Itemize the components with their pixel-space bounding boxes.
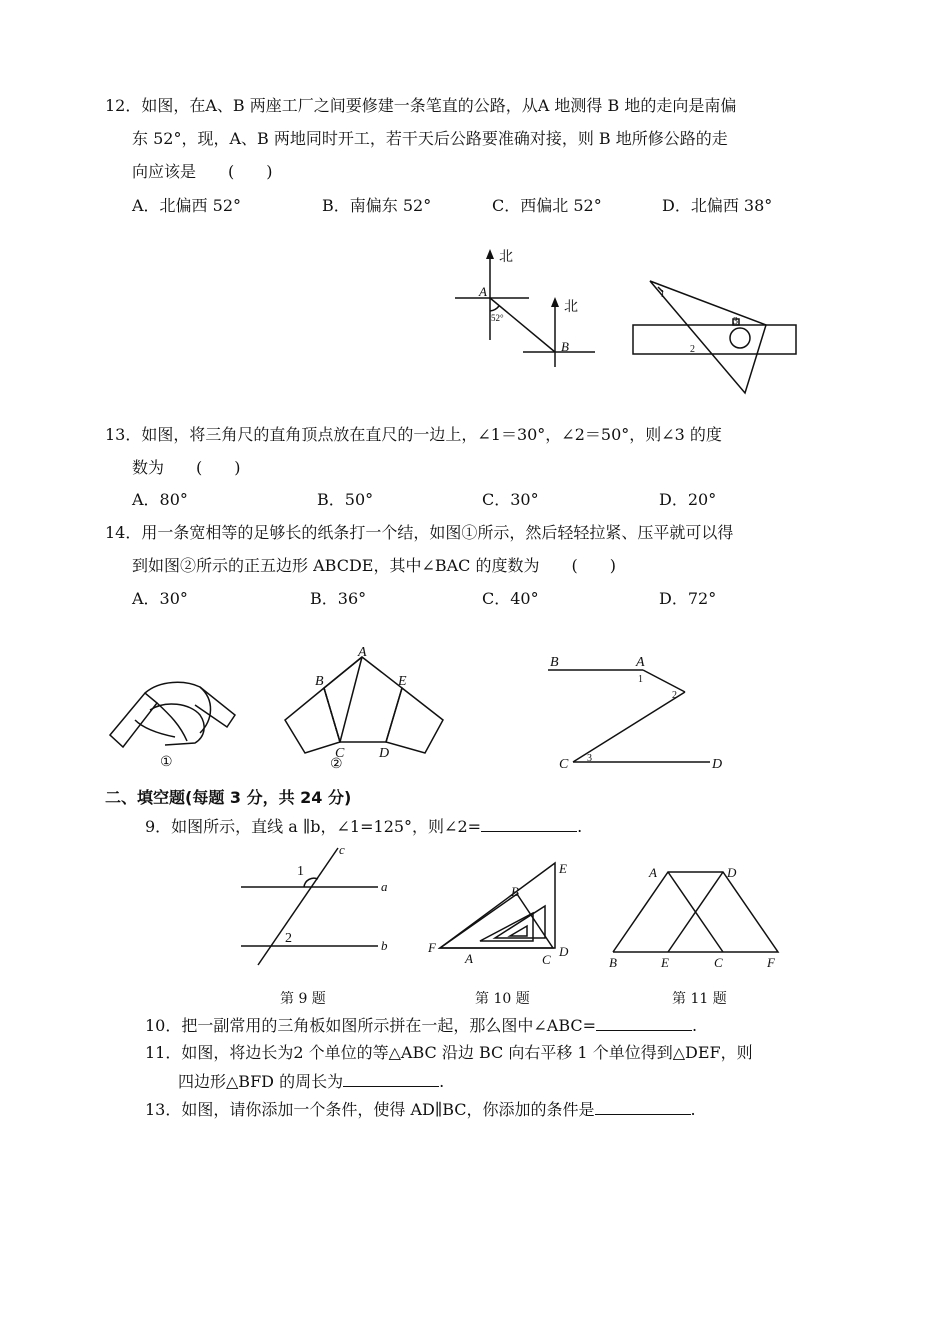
- q12-option-b: B．南偏东 52°: [322, 196, 432, 215]
- fig10-label-b: B: [511, 884, 519, 899]
- fig10-label-d: D: [559, 944, 569, 959]
- z-parallel-figure: [545, 650, 735, 775]
- fill-q13: 13．如图，请你添加一个条件，使得 AD∥BC，你添加的条件是 .: [145, 1100, 696, 1119]
- q13-line2: 数为 ( ): [132, 458, 241, 477]
- fig10: [425, 858, 580, 968]
- fig9-label-2: 2: [285, 931, 292, 946]
- fig9-label-c: c: [339, 842, 345, 857]
- q12-line1: 12．如图，在A、B 两座工厂之间要修建一条笔直的公路，从A 地测得 B 地的走向是南偏: [105, 96, 737, 115]
- q14-fig-label-d: D: [379, 746, 390, 761]
- z-fig-label-b: B: [550, 655, 559, 670]
- fig11-label-c: C: [714, 955, 723, 970]
- fig11-label-d: D: [727, 865, 737, 880]
- fig9-label-a: a: [381, 879, 388, 894]
- fill-q11-line2: 四边形△BFD 的周长为 .: [178, 1072, 445, 1091]
- q14-fig-label-b: B: [315, 674, 324, 689]
- q14-option-c: C．40°: [482, 589, 539, 608]
- q13-fig-label-2: 2: [690, 344, 695, 355]
- q14-fig-caption-1: ①: [160, 755, 173, 770]
- fig9-label-1: 1: [297, 864, 304, 879]
- q14-fig-label-c: C: [335, 746, 345, 761]
- q12-fig-label-b: B: [561, 339, 569, 354]
- section-title: 二、填空题(每题 3 分，共 24 分): [105, 788, 352, 807]
- fill-q11-line1: 11．如图，将边长为2 个单位的等△ABC 沿边 BC 向右平移 1 个单位得到△DEF，则: [145, 1043, 753, 1062]
- fig11: [605, 860, 785, 970]
- q14-line2: 到如图②所示的正五边形 ABCDE，其中∠BAC 的度数为 ( ): [132, 556, 616, 575]
- q13-option-d: D．20°: [659, 490, 717, 509]
- fig10-label-e: E: [559, 861, 567, 876]
- q14-option-d: D．72°: [659, 589, 717, 608]
- q14-option-a: A．30°: [132, 589, 188, 608]
- z-fig-label-1: 1: [638, 674, 643, 685]
- fig11-label-a: A: [649, 865, 657, 880]
- fig10-label-f: F: [428, 940, 436, 955]
- fig11-caption: 第 11 题: [672, 991, 727, 1007]
- q12-option-d: D．北偏西 38°: [662, 196, 773, 215]
- fig9-label-b: b: [381, 938, 388, 953]
- q13-option-b: B．50°: [317, 490, 374, 509]
- fig10-label-a: A: [465, 951, 473, 966]
- fig9: [238, 843, 398, 968]
- fig11-label-b: B: [609, 955, 617, 970]
- q14-line1: 14．用一条宽相等的足够长的纸条打一个结，如图①所示，然后轻轻拉紧、压平就可以得: [105, 523, 734, 542]
- z-fig-label-c: C: [559, 757, 569, 772]
- q12-fig-angle: 52°: [491, 313, 504, 323]
- z-fig-label-3: 3: [587, 753, 592, 764]
- q13-option-c: C．30°: [482, 490, 539, 509]
- z-fig-label-d: D: [712, 757, 723, 772]
- fig11-label-e: E: [661, 955, 669, 970]
- q14-fig-caption-2: ②: [330, 757, 343, 772]
- q12-line3: 向应该是 ( ): [132, 162, 273, 181]
- q14-fig-label-a: A: [358, 645, 367, 660]
- fill-q10: 10．把一副常用的三角板如图所示拼在一起，那么图中∠ABC= .: [145, 1016, 698, 1035]
- z-fig-label-2: 2: [672, 690, 677, 701]
- q12-fig-label-a: A: [479, 284, 487, 299]
- q14-pentagon-figure: [280, 645, 450, 770]
- q12-fig-north-2: 北: [564, 300, 578, 315]
- q12-figure: [445, 245, 605, 370]
- q14-fig-label-e: E: [398, 674, 407, 689]
- q12-option-c: C．西偏北 52°: [492, 196, 602, 215]
- fill-q9: 9．如图所示，直线 a ∥b，∠1=125°，则∠2= .: [145, 817, 583, 836]
- fig9-caption: 第 9 题: [280, 991, 326, 1007]
- q12-option-a: A．北偏西 52°: [132, 196, 242, 215]
- q12-line2: 东 52°，现，A、B 两地同时开工，若干天后公路要准确对接，则 B 地所修公路的走: [132, 129, 728, 148]
- q12-fig-north-1: 北: [499, 250, 513, 265]
- q13-line1: 13．如图，将三角尺的直角顶点放在直尺的一边上，∠1＝30°，∠2＝50°，则∠3 的度: [105, 425, 722, 444]
- fig11-label-f: F: [767, 955, 775, 970]
- q13-figure: [630, 275, 800, 395]
- q13-fig-label-1: 1: [660, 289, 665, 300]
- fig10-caption: 第 10 题: [475, 991, 530, 1007]
- q13-fig-label-3: 3: [733, 316, 738, 327]
- fig10-label-c: C: [542, 952, 551, 967]
- q14-knot-figure: [105, 675, 245, 770]
- q14-option-b: B．36°: [310, 589, 367, 608]
- q13-option-a: A．80°: [132, 490, 188, 509]
- z-fig-label-a: A: [636, 655, 645, 670]
